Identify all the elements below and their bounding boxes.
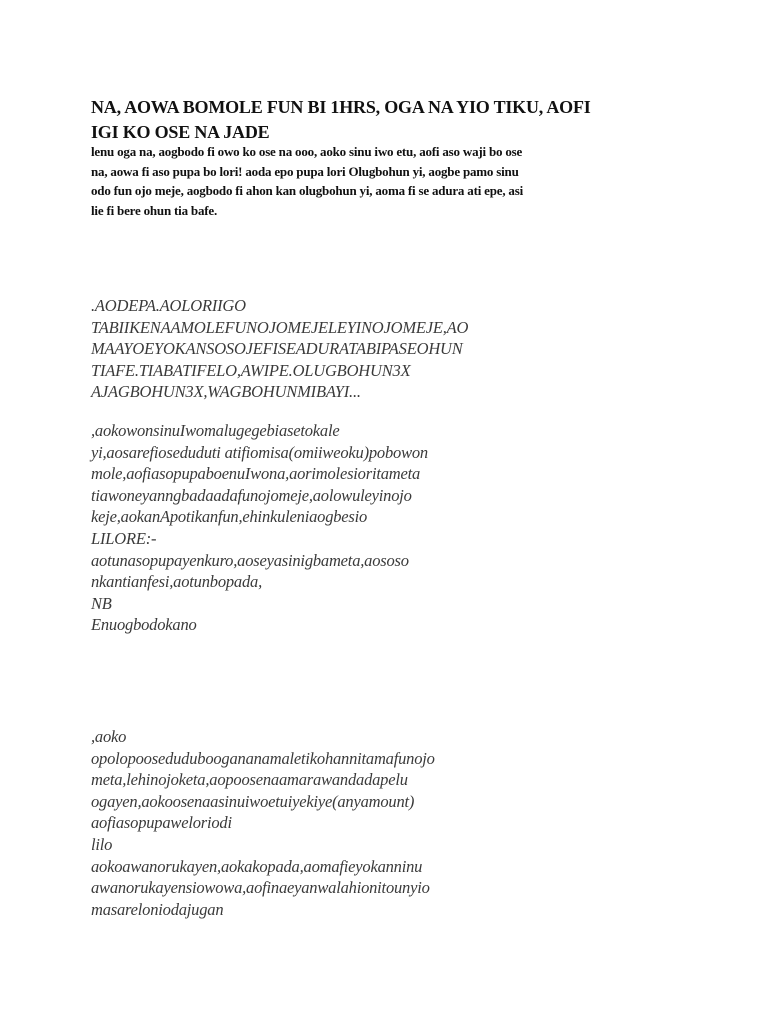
- block-line: LILORE:-: [91, 528, 157, 548]
- block-line: aokoawanorukayen,aokakopada,aomafieyokanninu: [91, 856, 423, 876]
- block-line: ,aoko: [91, 727, 127, 746]
- block-line: masareloniodajugan: [91, 899, 224, 919]
- block-line: TIAFE.TIABATIFELO,AWIPE.OLUGBOHUN3X: [91, 360, 411, 380]
- block-line: AJAGBOHUN3X,WAGBOHUNMIBAYI...: [91, 382, 361, 402]
- block-line: meta,lehinojoketa,aopoosenaamarawandadapelu: [91, 770, 408, 790]
- block-line: keje,aokanApotikanfun,ehinkuleniaogbesio: [91, 507, 368, 527]
- text-block-3: [91, 726, 435, 920]
- text-block-1: [91, 295, 468, 403]
- block-line: ogayen,aokoosenaasinuiwoetuiyekiye(anyamount): [91, 791, 415, 811]
- block-line: aofiasopupaweloriodi: [91, 813, 232, 833]
- title-line: NA, AOWA BOMOLE FUN BI 1HRS, OGA NA YIO TIKU, AOFI: [91, 97, 591, 117]
- intro-line: na, aowa fi aso pupa bo lori! aoda epo pupa lori Olugbohun yi, aogbe pamo sinu: [91, 163, 519, 179]
- block-line: awanorukayensiowowa,aofinaeyanwalahionitounyio: [91, 878, 430, 898]
- block-line: nkantianfesi,aotunbopada,: [91, 572, 262, 592]
- block-line: aotunasopupayenkuro,aoseyasinigbameta,aososo: [91, 550, 409, 570]
- title-line: IGI KO OSE NA JADE: [91, 122, 270, 142]
- block-line: mole,aofiasopupaboenuIwona,aorimolesioritameta: [91, 464, 421, 484]
- block-line: yi,aosarefioseduduti atifiomisa(omiiweoku)pobowon: [91, 442, 428, 462]
- block-line: MAAYOEYOKANSOSOJEFISEADURATABIPASEOHUN: [91, 339, 463, 359]
- intro-line: odo fun ojo meje, aogbodo fi ahon kan olugbohun yi, aoma fi se adura ati epe, asi: [91, 183, 524, 198]
- document-title: [91, 95, 691, 145]
- intro-line: lie fi bere ohun tia bafe.: [91, 202, 217, 218]
- text-block-2: [91, 420, 428, 636]
- block-line: TABIIKENAAMOLEFUNOJOMEJELEYINOJOMEJE,AO: [91, 317, 469, 337]
- block-line: .AODEPA.AOLORIIGO: [91, 296, 246, 315]
- intro-paragraph: [91, 142, 651, 220]
- intro-line: lenu oga na, aogbodo fi owo ko ose na ooo, aoko sinu iwo etu, aofi aso waji bo ose: [91, 144, 523, 159]
- block-line: opolopooseduduboogananamaletikohannitamafunojo: [91, 748, 435, 768]
- block-line: lilo: [91, 834, 113, 854]
- block-line: NB: [91, 593, 112, 613]
- block-line: Enuogbodokano: [91, 615, 197, 635]
- block-line: tiawoneyanngbadaadafunojomeje,aolowuleyinojo: [91, 485, 412, 505]
- block-line: ,aokowonsinuIwomalugegebiasetokale: [91, 421, 340, 440]
